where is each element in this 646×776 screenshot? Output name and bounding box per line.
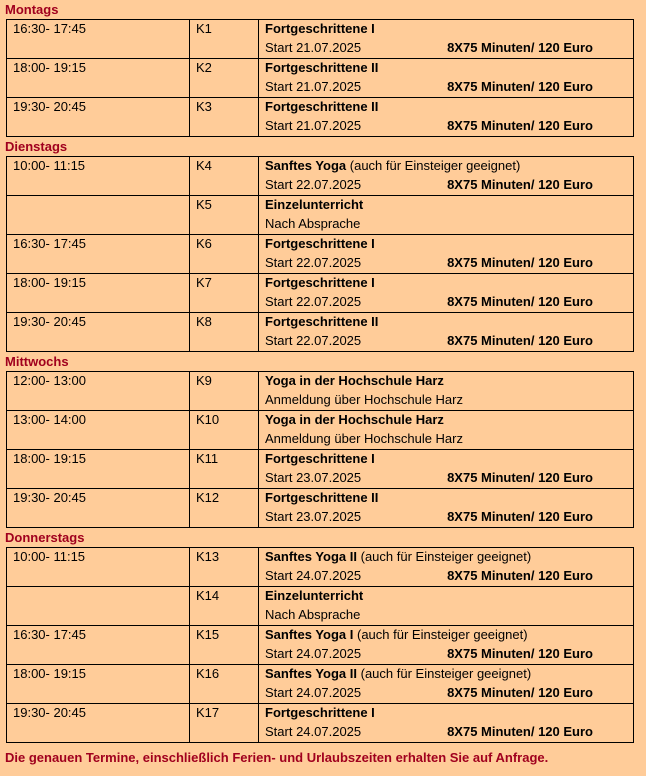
- day-heading: Mittwochs: [5, 354, 69, 369]
- course-title: Einzelunterricht: [265, 197, 364, 212]
- course-code: K5: [196, 197, 212, 212]
- course-price: 8X75 Minuten/ 120 Euro: [447, 79, 593, 94]
- time-text: 10:00- 11:15: [13, 158, 86, 173]
- time-cell: [7, 20, 190, 59]
- course-description-cell: [259, 587, 634, 626]
- course-code: K13: [196, 549, 220, 564]
- time-cell: [7, 157, 190, 196]
- course-description-cell: [259, 157, 634, 196]
- course-title: Einzelunterricht: [265, 588, 364, 603]
- course-code-cell: [190, 98, 259, 137]
- course-note: (auch für Einsteiger geeignet): [357, 666, 532, 681]
- time-cell: [7, 98, 190, 137]
- table-row: [7, 372, 634, 411]
- course-code: K7: [196, 275, 212, 290]
- course-title: Fortgeschrittene I: [265, 451, 375, 466]
- course-description-cell: [259, 235, 634, 274]
- course-price: 8X75 Minuten/ 120 Euro: [447, 118, 593, 133]
- course-code: K17: [196, 705, 220, 720]
- time-text: 18:00- 19:15: [13, 60, 87, 75]
- time-cell: [7, 411, 190, 450]
- course-start: Start 21.07.2025: [265, 79, 362, 94]
- course-description-cell: [259, 411, 634, 450]
- schedule-table: [6, 19, 634, 137]
- course-start: Start 21.07.2025: [265, 118, 362, 133]
- day-heading: Donnerstags: [5, 530, 85, 545]
- course-code: K14: [196, 588, 220, 603]
- table-row: [7, 157, 634, 196]
- course-title: Sanftes Yoga II: [265, 549, 357, 564]
- table-row: [7, 587, 634, 626]
- table-row: [7, 235, 634, 274]
- course-description-cell: [259, 98, 634, 137]
- schedule-table: [6, 371, 634, 528]
- course-price: 8X75 Minuten/ 120 Euro: [447, 177, 593, 192]
- course-code: K3: [196, 99, 212, 114]
- course-code-cell: [190, 489, 259, 528]
- time-text: 18:00- 19:15: [13, 451, 87, 466]
- time-text: 13:00- 14:00: [13, 412, 87, 427]
- course-title: Fortgeschrittene II: [265, 490, 379, 505]
- time-cell: [7, 196, 190, 235]
- course-description-cell: [259, 626, 634, 665]
- course-price: 8X75 Minuten/ 120 Euro: [447, 294, 593, 309]
- course-code-cell: [190, 548, 259, 587]
- course-title: Fortgeschrittene I: [265, 236, 375, 251]
- course-code: K1: [196, 21, 212, 36]
- table-row: [7, 20, 634, 59]
- course-description-cell: [259, 704, 634, 743]
- course-code: K11: [196, 451, 219, 466]
- course-title: Fortgeschrittene II: [265, 99, 379, 114]
- time-text: [13, 587, 189, 606]
- course-price: 8X75 Minuten/ 120 Euro: [447, 40, 593, 55]
- course-start: Anmeldung über Hochschule Harz: [265, 392, 463, 407]
- course-start: Start 22.07.2025: [265, 294, 362, 309]
- course-start: Start 22.07.2025: [265, 177, 362, 192]
- course-code-cell: [190, 626, 259, 665]
- day-heading: Dienstags: [5, 139, 68, 154]
- course-title: Fortgeschrittene I: [265, 275, 375, 290]
- course-price: 8X75 Minuten/ 120 Euro: [447, 724, 593, 739]
- course-code-cell: [190, 313, 259, 352]
- course-description-cell: [259, 20, 634, 59]
- course-start: Start 23.07.2025: [265, 509, 362, 524]
- course-price: 8X75 Minuten/ 120 Euro: [447, 646, 593, 661]
- course-start: Nach Absprache: [265, 216, 361, 231]
- time-cell: [7, 548, 190, 587]
- course-code: K4: [196, 158, 212, 173]
- time-cell: [7, 274, 190, 313]
- course-code-cell: [190, 411, 259, 450]
- course-start: Start 23.07.2025: [265, 470, 362, 485]
- course-code: K12: [196, 490, 220, 505]
- course-code-cell: [190, 372, 259, 411]
- course-code: K6: [196, 236, 212, 251]
- table-row: [7, 450, 634, 489]
- course-code: K2: [196, 60, 212, 75]
- course-description-cell: [259, 548, 634, 587]
- course-price: 8X75 Minuten/ 120 Euro: [447, 333, 593, 348]
- course-code-cell: [190, 450, 259, 489]
- course-start: Nach Absprache: [265, 607, 361, 622]
- table-row: [7, 626, 634, 665]
- schedule-table: [6, 156, 634, 352]
- time-text: [13, 196, 189, 215]
- course-start: Start 24.07.2025: [265, 568, 362, 583]
- course-code: K15: [196, 627, 220, 642]
- table-row: [7, 548, 634, 587]
- schedule-table: [6, 547, 634, 743]
- course-code-cell: [190, 587, 259, 626]
- course-title: Sanftes Yoga: [265, 158, 347, 173]
- course-code-cell: [190, 665, 259, 704]
- time-text: 16:30- 17:45: [13, 627, 87, 642]
- course-description-cell: [259, 59, 634, 98]
- course-note: (auch für Einsteiger geeignet): [353, 627, 528, 642]
- course-price: 8X75 Minuten/ 120 Euro: [447, 470, 593, 485]
- course-code-cell: [190, 196, 259, 235]
- course-code-cell: [190, 704, 259, 743]
- time-text: 16:30- 17:45: [13, 236, 87, 251]
- course-code-cell: [190, 59, 259, 98]
- course-start: Start 22.07.2025: [265, 255, 362, 270]
- course-title: Yoga in der Hochschule Harz: [265, 412, 444, 427]
- time-cell: [7, 587, 190, 626]
- table-row: [7, 196, 634, 235]
- table-row: [7, 704, 634, 743]
- table-row: [7, 313, 634, 352]
- time-text: 10:00- 11:15: [13, 549, 86, 564]
- course-code: K10: [196, 412, 220, 427]
- time-cell: [7, 665, 190, 704]
- course-description-cell: [259, 489, 634, 528]
- course-description-cell: [259, 665, 634, 704]
- course-code: K9: [196, 373, 212, 388]
- course-note: (auch für Einsteiger geeignet): [357, 549, 532, 564]
- time-text: 18:00- 19:15: [13, 275, 87, 290]
- course-description-cell: [259, 196, 634, 235]
- course-description-cell: [259, 450, 634, 489]
- course-price: 8X75 Minuten/ 120 Euro: [447, 685, 593, 700]
- time-text: 19:30- 20:45: [13, 314, 87, 329]
- time-cell: [7, 59, 190, 98]
- course-start: Start 24.07.2025: [265, 685, 362, 700]
- table-row: [7, 665, 634, 704]
- course-description-cell: [259, 274, 634, 313]
- course-description-cell: [259, 372, 634, 411]
- course-title: Fortgeschrittene I: [265, 705, 375, 720]
- day-heading: Montags: [5, 2, 59, 17]
- table-row: [7, 59, 634, 98]
- course-title: Sanftes Yoga I: [265, 627, 354, 642]
- course-note: (auch für Einsteiger geeignet): [346, 158, 521, 173]
- course-title: Sanftes Yoga II: [265, 666, 357, 681]
- time-cell: [7, 450, 190, 489]
- time-text: 19:30- 20:45: [13, 490, 87, 505]
- course-title: Fortgeschrittene II: [265, 314, 379, 329]
- course-title: Yoga in der Hochschule Harz: [265, 373, 444, 388]
- course-code-cell: [190, 235, 259, 274]
- time-cell: [7, 372, 190, 411]
- course-price: 8X75 Minuten/ 120 Euro: [447, 509, 593, 524]
- course-start: Start 21.07.2025: [265, 40, 362, 55]
- time-cell: [7, 489, 190, 528]
- time-text: 19:30- 20:45: [13, 705, 87, 720]
- time-text: 16:30- 17:45: [13, 21, 87, 36]
- table-row: [7, 411, 634, 450]
- course-start: Anmeldung über Hochschule Harz: [265, 431, 463, 446]
- time-text: 12:00- 13:00: [13, 373, 87, 388]
- course-description-cell: [259, 313, 634, 352]
- time-cell: [7, 313, 190, 352]
- time-text: 19:30- 20:45: [13, 99, 87, 114]
- course-code-cell: [190, 157, 259, 196]
- course-title: Fortgeschrittene I: [265, 21, 375, 36]
- time-cell: [7, 235, 190, 274]
- course-start: Start 24.07.2025: [265, 646, 362, 661]
- time-text: 18:00- 19:15: [13, 666, 87, 681]
- course-price: 8X75 Minuten/ 120 Euro: [447, 255, 593, 270]
- time-cell: [7, 704, 190, 743]
- course-start: Start 22.07.2025: [265, 333, 362, 348]
- course-price: 8X75 Minuten/ 120 Euro: [447, 568, 593, 583]
- course-code: K16: [196, 666, 220, 681]
- table-row: [7, 274, 634, 313]
- course-code: K8: [196, 314, 212, 329]
- course-title: Fortgeschrittene II: [265, 60, 379, 75]
- footer-note: Die genauen Termine, einschließlich Ferien- und Urlaubszeiten erhalten Sie auf Anfrage.: [5, 750, 549, 765]
- table-row: [7, 489, 634, 528]
- course-code-cell: [190, 20, 259, 59]
- table-row: [7, 98, 634, 137]
- course-code-cell: [190, 274, 259, 313]
- course-start: Start 24.07.2025: [265, 724, 362, 739]
- time-cell: [7, 626, 190, 665]
